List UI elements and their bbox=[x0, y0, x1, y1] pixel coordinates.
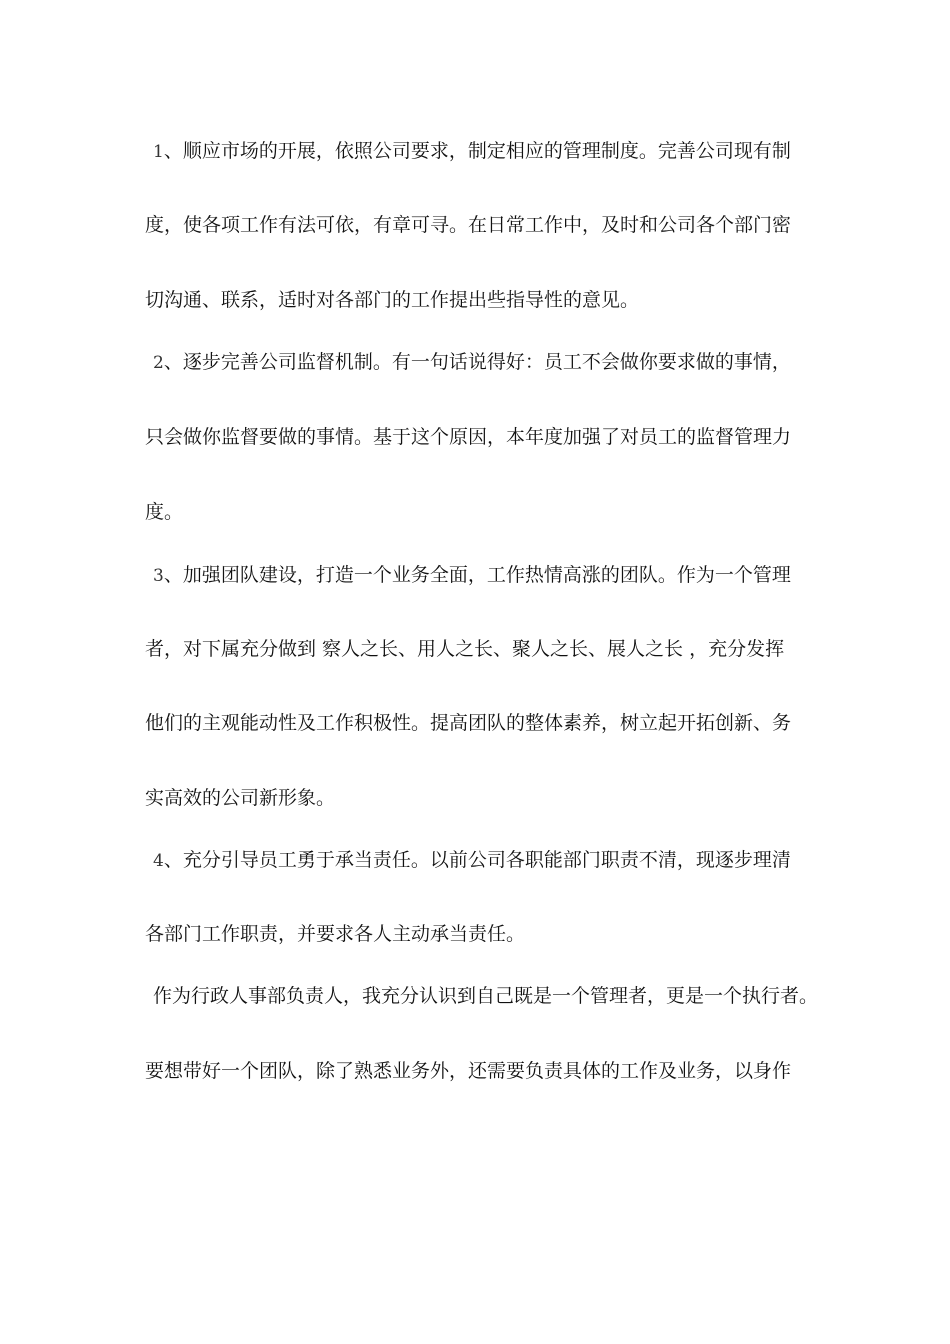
paragraph-4-line-1: 4、充分引导员工勇于承当责任。以前公司各职能部门职责不清，现逐步理清 bbox=[153, 849, 791, 871]
paragraph-2-number: 2 bbox=[153, 353, 164, 373]
paragraph-3-line-2: 者，对下属充分做到 察人之长、用人之长、聚人之长、展人之长 ，充分发挥 bbox=[145, 638, 785, 660]
paragraph-3-line-3: 他们的主观能动性及工作积极性。提高团队的整体素养，树立起开拓创新、务 bbox=[145, 712, 792, 734]
paragraph-4-line-2: 各部门工作职责，并要求各人主动承当责任。 bbox=[145, 923, 526, 945]
paragraph-1-line-1: 1、顺应市场的开展，依照公司要求，制定相应的管理制度。完善公司现有制 bbox=[153, 140, 791, 162]
paragraph-3-number: 3 bbox=[153, 566, 164, 586]
paragraph-2-line-2: 只会做你监督要做的事情。基于这个原因，本年度加强了对员工的监督管理力 bbox=[145, 426, 792, 448]
paragraph-1-line-2: 度，使各项工作有法可依，有章可寻。在日常工作中，及时和公司各个部门密 bbox=[145, 214, 792, 236]
paragraph-5-line-2: 要想带好一个团队，除了熟悉业务外，还需要负责具体的工作及业务，以身作 bbox=[145, 1060, 792, 1082]
paragraph-5-line-1: 作为行政人事部负责人，我充分认识到自己既是一个管理者，更是一个执行者。 bbox=[153, 985, 819, 1007]
paragraph-2-line-1: 2、逐步完善公司监督机制。有一句话说得好：员工不会做你要求做的事情， bbox=[153, 351, 791, 373]
paragraph-2-line-3: 度。 bbox=[145, 501, 184, 523]
paragraph-3-line-4: 实高效的公司新形象。 bbox=[145, 787, 336, 809]
paragraph-1-line-3: 切沟通、联系，适时对各部门的工作提出些指导性的意见。 bbox=[145, 289, 640, 311]
paragraph-1-number: 1 bbox=[153, 142, 164, 162]
paragraph-4-number: 4 bbox=[153, 851, 164, 871]
paragraph-3-line-1: 3、加强团队建设，打造一个业务全面，工作热情高涨的团队。作为一个管理 bbox=[153, 564, 791, 586]
